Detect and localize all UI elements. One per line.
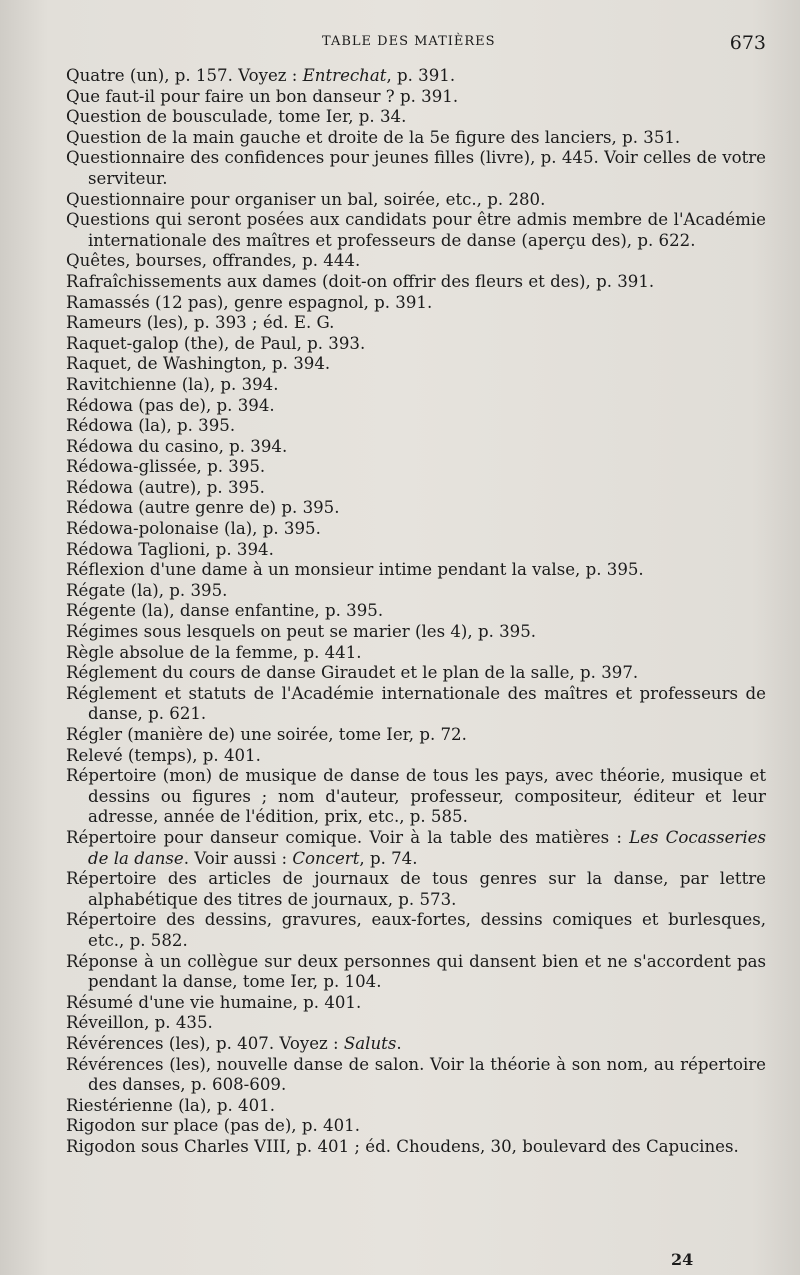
index-entry <box>66 375 766 396</box>
index-entry <box>66 87 766 108</box>
index-entry <box>66 478 766 499</box>
index-entry <box>66 519 766 540</box>
running-header <box>0 34 800 54</box>
entry-text: Que faut-il pour faire un bon danseur ? p. 391. <box>66 86 459 106</box>
entry-text: Riestérienne (la), p. 401. <box>66 1095 275 1115</box>
entry-text: Rédowa-glissée, p. 395. <box>66 457 266 477</box>
header-title: TABLE DES MATIÈRES <box>322 34 496 49</box>
entry-text: Réflexion d'une dame à un monsieur intime pendant la valse, p. 395. <box>66 560 644 580</box>
index-entry <box>66 498 766 519</box>
entry-text: Question de bousculade, tome Ier, p. 34. <box>66 107 407 127</box>
index-entry <box>66 1116 766 1137</box>
index-entry <box>66 334 766 355</box>
index-entry <box>66 272 766 293</box>
entry-text: Rameurs (les), p. 393 ; éd. E. G. <box>66 313 335 333</box>
index-entry <box>66 457 766 478</box>
index-entry <box>66 540 766 561</box>
entry-text: Rédowa (pas de), p. 394. <box>66 395 275 415</box>
entry-text: Régler (manière de) une soirée, tome Ier, p. 72. <box>66 725 467 744</box>
index-entry <box>66 581 766 602</box>
entry-text: Questions qui seront posées aux candidats pour être admis membre de l'Académie internationale des maîtres et professeurs de danse (aperçu des), p. 622. <box>66 210 766 250</box>
entry-text: Régate (la), p. 395. <box>66 580 228 600</box>
entry-text: Relevé (temps), p. 401. <box>66 745 261 765</box>
index-entry <box>66 210 766 251</box>
index-entry <box>66 869 766 910</box>
entry-text: Répertoire des articles de journaux de tous genres sur la danse, par lettre alphabétique des titres de journaux, p. 573. <box>66 869 766 909</box>
entry-italic-text: Concert <box>292 848 360 868</box>
entry-text: Ravitchienne (la), p. 394. <box>66 374 279 394</box>
index-entry <box>66 684 766 725</box>
index-entry <box>66 107 766 128</box>
index-entry <box>66 828 766 869</box>
index-entry <box>66 354 766 375</box>
index-entry <box>66 643 766 664</box>
entry-text: Rigodon sous Charles VIII, p. 401 ; éd. Choudens, 30, boulevard des Capucines. <box>66 1136 739 1156</box>
index-entry <box>66 293 766 314</box>
entry-text: Régimes sous lesquels on peut se marier (les 4), p. 395. <box>66 622 537 642</box>
entry-text: Raquet-galop (the), de Paul, p. 393. <box>66 333 366 353</box>
entry-text: Questionnaire pour organiser un bal, soirée, etc., p. 280. <box>66 189 546 209</box>
index-entry <box>66 313 766 334</box>
index-entry <box>66 148 766 189</box>
entry-text: Rédowa (autre genre de) p. 395. <box>66 498 340 518</box>
entry-text: Rédowa (autre), p. 395. <box>66 477 265 497</box>
index-entry <box>66 1013 766 1034</box>
index-entry <box>66 993 766 1014</box>
index-entry <box>66 416 766 437</box>
entry-text: Rédowa-polonaise (la), p. 395. <box>66 519 321 539</box>
index-entry <box>66 1137 766 1158</box>
entry-text: Répertoire pour danseur comique. Voir à la table des matières : <box>66 827 630 847</box>
index-entry <box>66 601 766 622</box>
entry-text: Rédowa du casino, p. 394. <box>66 436 288 456</box>
index-entry <box>66 622 766 643</box>
index-entry <box>66 1034 766 1055</box>
entry-text: , p. 391. <box>386 66 456 85</box>
index-entry <box>66 910 766 951</box>
entry-text: Réglement du cours de danse Giraudet et le plan de la salle, p. 397. <box>66 663 639 683</box>
entry-text: Rigodon sur place (pas de), p. 401. <box>66 1116 360 1136</box>
index-entry <box>66 766 766 828</box>
entry-text: Régente (la), danse enfantine, p. 395. <box>66 601 384 621</box>
entry-text: Quêtes, bourses, offrandes, p. 444. <box>66 251 361 271</box>
entry-text: Rédowa (la), p. 395. <box>66 416 236 436</box>
entry-text: Résumé d'une vie humaine, p. 401. <box>66 992 362 1012</box>
index-entry <box>66 437 766 458</box>
entry-text: . <box>396 1033 402 1053</box>
index-entry <box>66 560 766 581</box>
index-entry <box>66 396 766 417</box>
entry-text: Règle absolue de la femme, p. 441. <box>66 642 362 662</box>
entry-text: Révérences (les), nouvelle danse de salon. Voir la théorie à son nom, au répertoire des danses, p. 608-609. <box>66 1054 766 1095</box>
entry-text: Réglement et statuts de l'Académie internationale des maîtres et professeurs de danse, p. 621. <box>66 683 766 724</box>
entry-text: , p. 74. <box>359 848 418 868</box>
index-entry <box>66 725 766 746</box>
entry-text: Question de la main gauche et droite de la 5e figure des lanciers, p. 351. <box>66 127 681 147</box>
entry-italic-text: Les Cocasseries de la danse <box>88 827 766 868</box>
entry-text: Réveillon, p. 435. <box>66 1013 213 1033</box>
entry-text: Rédowa Taglioni, p. 394. <box>66 539 274 559</box>
index-entries <box>66 66 766 1157</box>
entry-text: Questionnaire des confidences pour jeunes filles (livre), p. 445. Voir celles de votre serviteur. <box>66 148 766 188</box>
signature-mark: 24 <box>671 1250 694 1269</box>
index-entry <box>66 190 766 211</box>
entry-text: Répertoire des dessins, gravures, eaux-fortes, dessins comiques et burlesques, etc., p. 582. <box>66 910 766 950</box>
entry-italic-text: Saluts <box>343 1033 397 1053</box>
entry-italic-text: Entrechat <box>302 66 387 85</box>
entry-text: . Voir aussi : <box>183 848 293 868</box>
entry-text: Réponse à un collègue sur deux personnes qui dansent bien et ne s'accordent pas pendant la danse, tome Ier, p. 104. <box>66 951 766 992</box>
entry-text: Quatre (un), p. 157. Voyez : <box>66 66 303 85</box>
index-entry <box>66 746 766 767</box>
index-entry <box>66 128 766 149</box>
entry-text: Révérences (les), p. 407. Voyez : <box>66 1033 344 1053</box>
page-number: 673 <box>729 32 766 54</box>
index-entry <box>66 66 766 87</box>
index-entry <box>66 1096 766 1117</box>
entry-text: Répertoire (mon) de musique de danse de tous les pays, avec théorie, musique et dessins ou figures ; nom d'auteur, professeur, compositeur, éditeur et leur adresse, année de l'édition, prix, etc., p. 585. <box>66 766 766 827</box>
index-entry <box>66 251 766 272</box>
entry-text: Raquet, de Washington, p. 394. <box>66 354 331 374</box>
entry-text: Rafraîchissements aux dames (doit-on offrir des fleurs et des), p. 391. <box>66 271 655 291</box>
index-entry <box>66 663 766 684</box>
index-entry <box>66 952 766 993</box>
entry-text: Ramassés (12 pas), genre espagnol, p. 391. <box>66 292 433 312</box>
index-entry <box>66 1055 766 1096</box>
